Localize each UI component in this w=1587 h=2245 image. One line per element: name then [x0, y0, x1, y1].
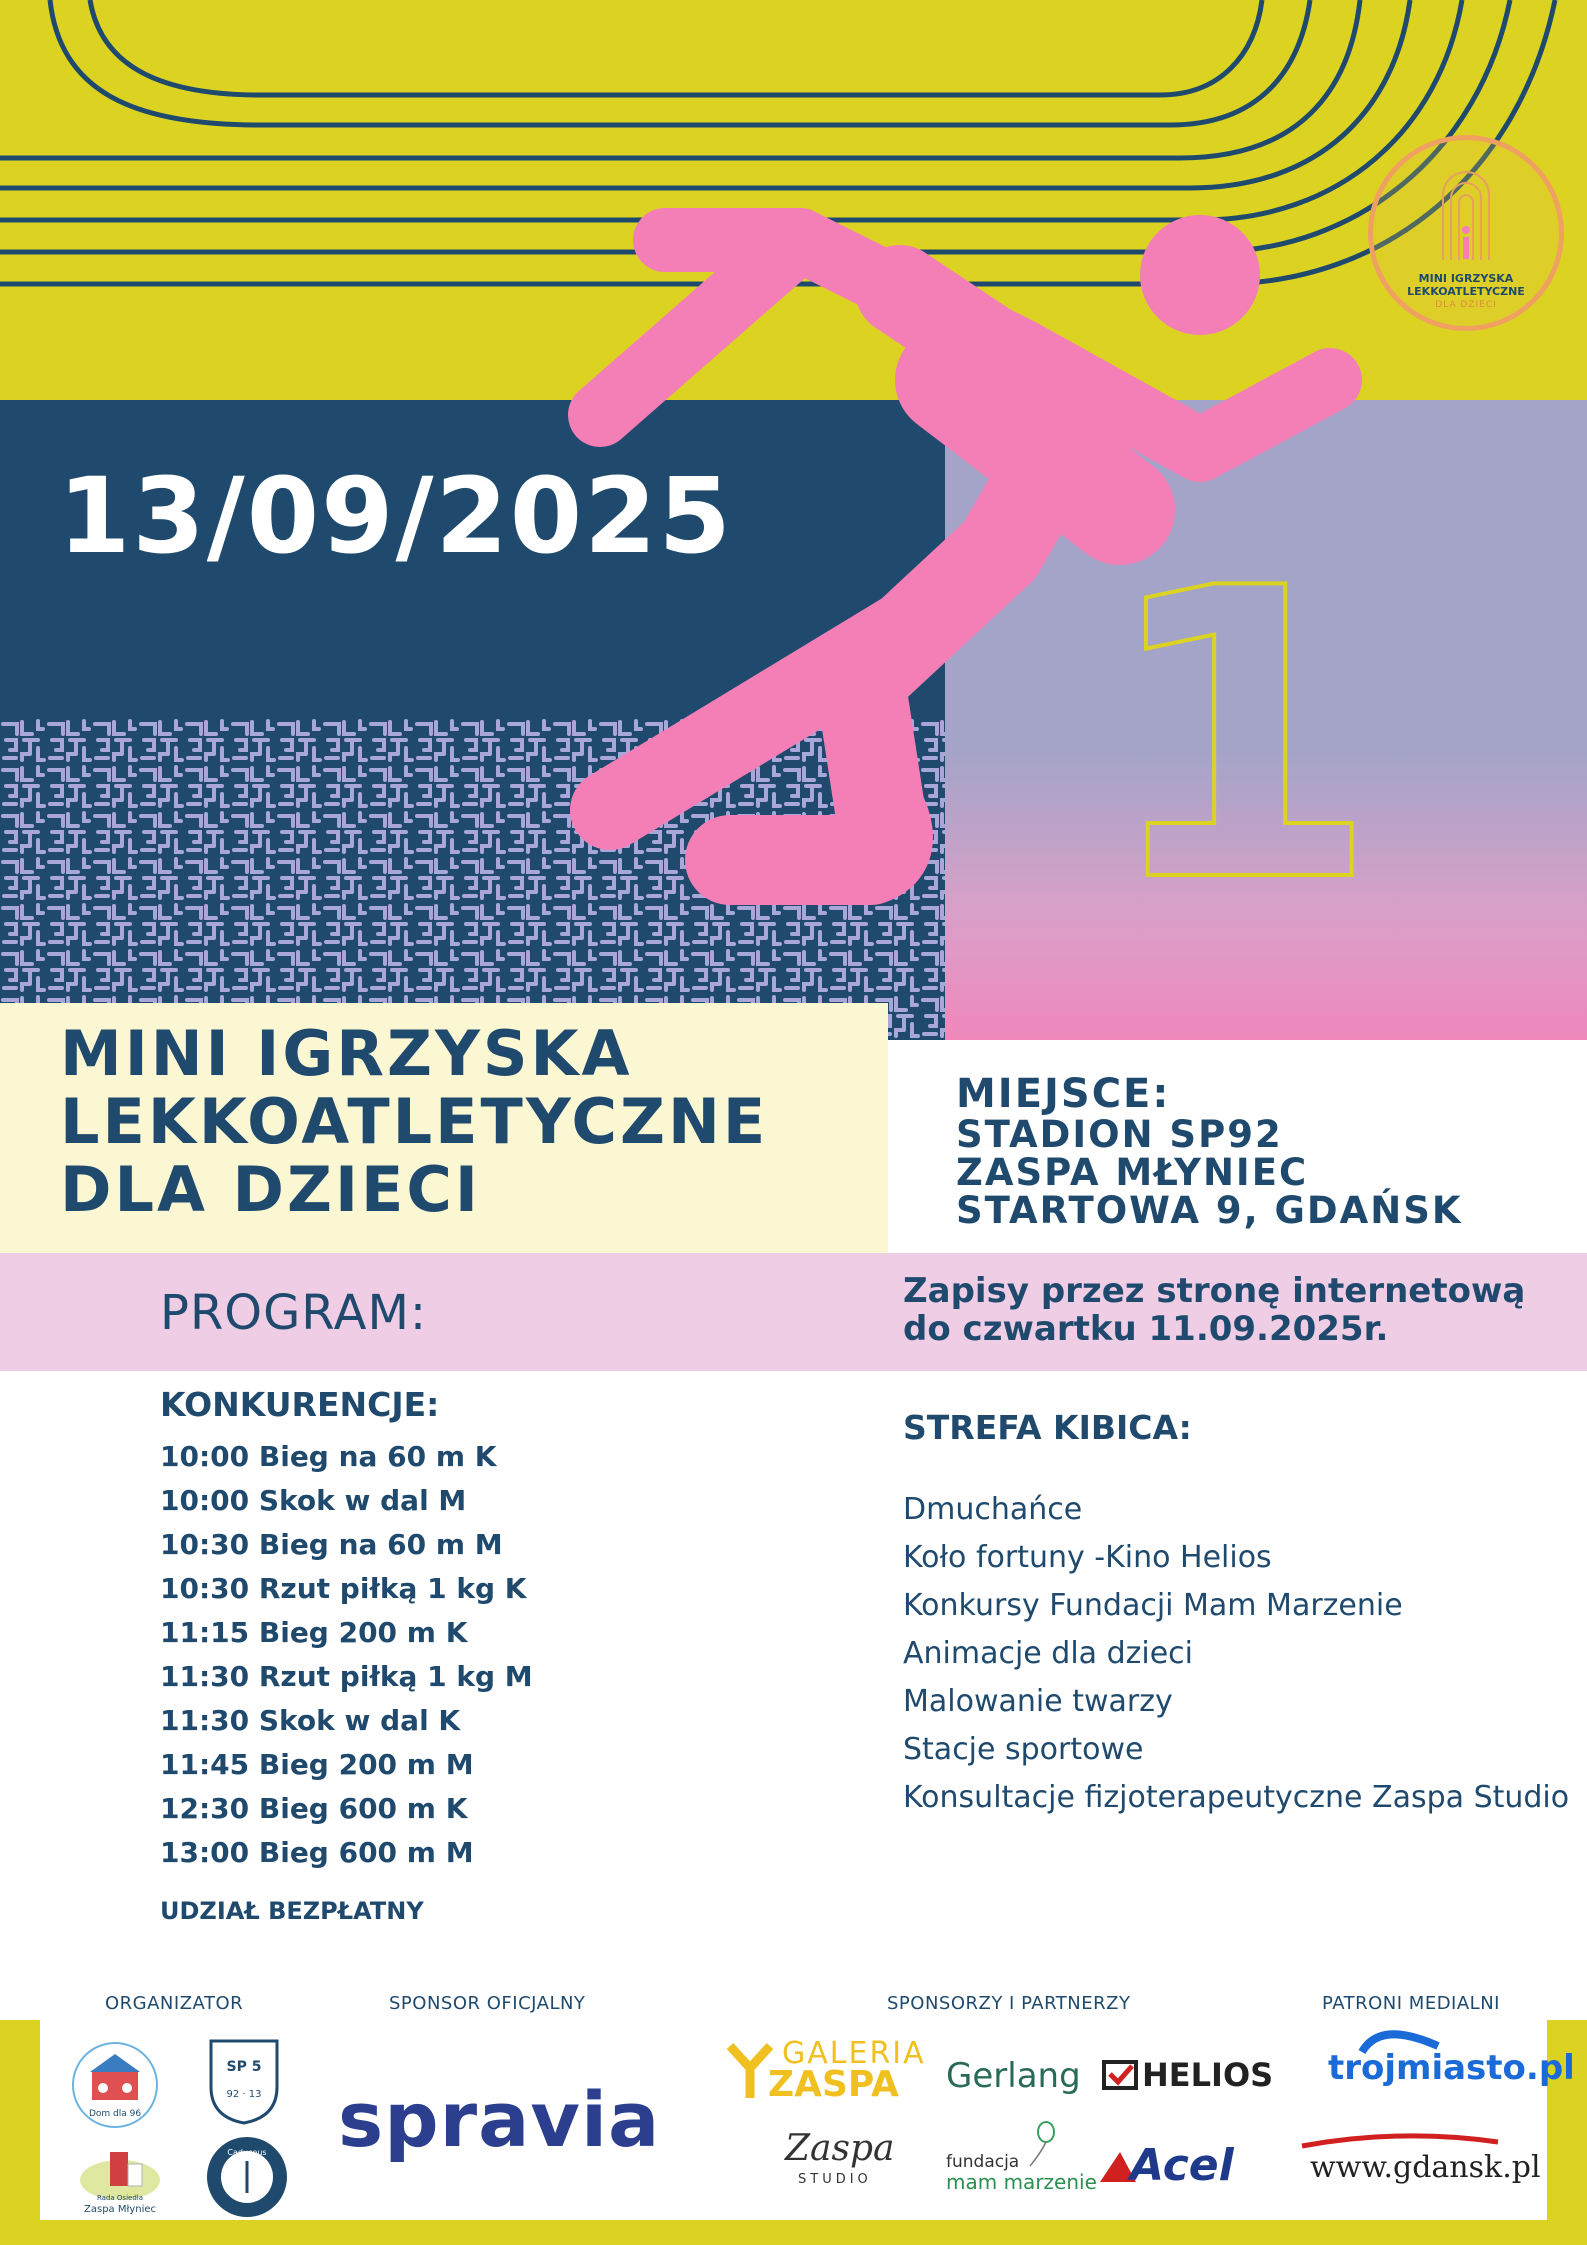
organizer-label: ORGANIZATOR — [105, 1993, 244, 2014]
venue-heading: MIEJSCE: — [956, 1071, 1171, 1117]
svg-text:Zaspa Młyniec: Zaspa Młyniec — [84, 2204, 156, 2215]
svg-text:Rada Osiedla: Rada Osiedla — [96, 2194, 144, 2202]
program-label: PROGRAM: — [160, 1285, 428, 1341]
event-date: 13/09/2025 — [58, 455, 733, 577]
zaspa-studio-sub: STUDIO — [798, 2172, 872, 2187]
fan-zone-item: Konkursy Fundacji Mam Marzenie — [903, 1588, 1403, 1623]
sp92-logo — [205, 2035, 283, 2127]
mlyniec-logo — [70, 2140, 170, 2220]
caduceus-logo — [205, 2135, 289, 2219]
spravia-logo: spravia — [338, 2075, 661, 2164]
venue-line-3: STARTOWA 9, GDAŃSK — [956, 1189, 1463, 1232]
signup-line-1: Zapisy przez stronę internetową — [903, 1271, 1526, 1311]
fan-zone-item: Malowanie twarzy — [903, 1684, 1173, 1719]
event-item: 10:00 Skok w dal M — [160, 1484, 467, 1517]
official-sponsor-label: SPONSOR OFICJALNY — [389, 1993, 586, 2014]
fan-zone-item: Dmuchańce — [903, 1492, 1083, 1527]
acel-logo: Acel — [1130, 2140, 1234, 2191]
fan-zone-list — [903, 1486, 1569, 1822]
big-number-text: 1 — [1100, 505, 1380, 970]
venue-block — [956, 1072, 1463, 1230]
signup-info — [903, 1272, 1563, 1348]
event-item: 13:00 Bieg 600 m M — [160, 1836, 474, 1869]
badge-title — [1370, 272, 1562, 298]
galeria-zaspa-icon — [728, 2042, 772, 2100]
gerlang-logo: Gerlang — [946, 2056, 1081, 2096]
svg-text:Dom dla 96: Dom dla 96 — [88, 2109, 142, 2119]
title-line-2: LEKKOATLETYCZNE — [60, 1085, 769, 1158]
helios-logo: HELIOS — [1142, 2056, 1274, 2094]
gdansk-logo: www.gdansk.pl — [1310, 2150, 1541, 2185]
svg-text:92 · 13: 92 · 13 — [226, 2089, 262, 2100]
zaspa-studio-logo: Zaspa — [785, 2128, 895, 2169]
event-item: 10:30 Bieg na 60 m M — [160, 1528, 503, 1561]
trojmiasto-logo: trojmiasto.pl — [1328, 2048, 1575, 2088]
event-item: 10:00 Bieg na 60 m K — [160, 1440, 497, 1473]
badge-subtitle: DLA DZIECI — [1435, 300, 1497, 310]
event-item: 11:30 Rzut piłką 1 kg M — [160, 1660, 533, 1693]
partners-label: SPONSORZY I PARTNERZY — [887, 1993, 1131, 2014]
event-item: 10:30 Rzut piłką 1 kg K — [160, 1572, 527, 1605]
events-list — [160, 1435, 533, 1875]
balloon-icon — [1020, 2120, 1060, 2170]
fan-zone-title: STREFA KIBICA: — [903, 1408, 1192, 1447]
signup-line-2: do czwartku 11.09.2025r. — [903, 1309, 1389, 1349]
badge-line-2: LEKKOATLETYCZNE — [1407, 285, 1525, 298]
gdansk-swoosh-icon — [1300, 2130, 1500, 2150]
event-title — [60, 1017, 900, 1226]
zus-logo — [70, 2040, 160, 2130]
galeria-logo-text: GALERIA — [782, 2036, 926, 2071]
zaspa-logo-text: ZASPA — [768, 2064, 899, 2105]
media-patrons-label: PATRONI MEDIALNI — [1322, 1993, 1500, 2014]
fan-zone-item: Stacje sportowe — [903, 1732, 1144, 1767]
title-line-1: MINI IGRZYSKA — [60, 1017, 633, 1090]
event-item: 11:30 Skok w dal K — [160, 1704, 461, 1737]
badge-line-1: MINI IGRZYSKA — [1418, 272, 1514, 285]
venue-line-1: STADION SP92 — [956, 1113, 1283, 1156]
svg-text:SP 5: SP 5 — [226, 2059, 262, 2075]
svg-text:Caduceus: Caduceus — [227, 2148, 267, 2157]
fan-zone-item: Animacje dla dzieci — [903, 1636, 1194, 1671]
event-item: 11:15 Bieg 200 m K — [160, 1616, 468, 1649]
fundacja-logo-line-1: fundacja — [946, 2152, 1020, 2172]
event-item: 11:45 Bieg 200 m M — [160, 1748, 474, 1781]
event-item: 12:30 Bieg 600 m K — [160, 1792, 468, 1825]
venue-line-2: ZASPA MŁYNIEC — [956, 1151, 1309, 1194]
title-line-3: DLA DZIECI — [60, 1153, 481, 1226]
fundacja-logo-line-2: mam marzenie — [946, 2170, 1097, 2194]
fan-zone-item: Koło fortuny -Kino Helios — [903, 1540, 1272, 1575]
sponsor-panel — [40, 2020, 1575, 2220]
fan-zone-item: Konsultacje fizjoterapeutyczne Zaspa Studio — [903, 1780, 1570, 1815]
free-entry-note: UDZIAŁ BEZPŁATNY — [160, 1897, 424, 1925]
helios-icon — [1102, 2060, 1138, 2090]
events-title: KONKURENCJE: — [160, 1385, 440, 1424]
